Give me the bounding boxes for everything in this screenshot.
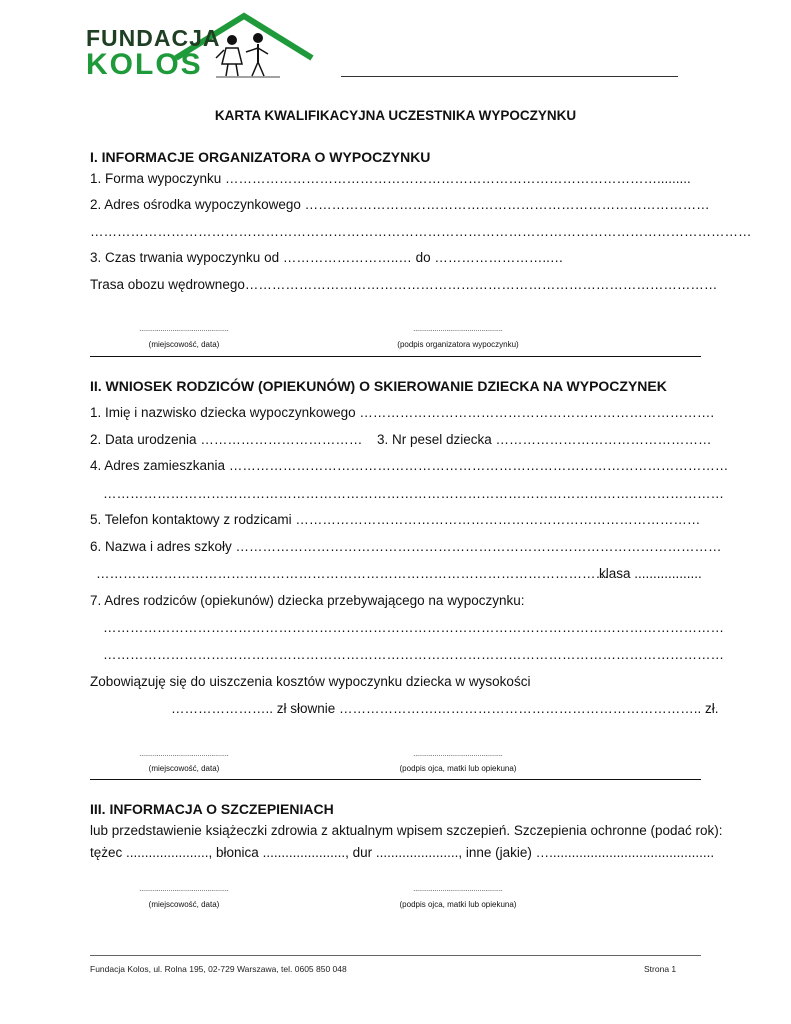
- footer-divider: [90, 955, 701, 956]
- adres-rodzicow-line1[interactable]: …………………………………………………………………………………………………………………………: [103, 620, 724, 635]
- section1-organizer-signature-dots[interactable]: ..............................................: [413, 326, 503, 333]
- adres-zamieszkania-field[interactable]: 4. Adres zamieszkania …………………………………………………………………………………………………: [90, 458, 729, 473]
- nazwa-szkoly-continued[interactable]: ……………………………………………………………………………………………………: [96, 566, 609, 581]
- section2-place-date-label: (miejscowość, data): [148, 764, 220, 773]
- section3-place-date-label: (miejscowość, data): [148, 900, 220, 909]
- trasa-obozu-field[interactable]: Trasa obozu wędrownego……………………………………………………………………………………………: [90, 277, 718, 292]
- footer-page-number: Strona 1: [644, 964, 677, 974]
- czas-trwania-field[interactable]: 3. Czas trwania wypoczynku od ……………………..… do ……………………..…: [90, 250, 564, 265]
- pesel-field[interactable]: 3. Nr pesel dziecka …………………………………………: [377, 432, 712, 447]
- szczepienia-text: lub przedstawienie książeczki zdrowia z aktualnym wpisem szczepień. Szczepienia ochronne (podać rok):: [90, 823, 723, 838]
- klasa-field[interactable]: klasa ..................: [599, 566, 702, 581]
- section1-heading: I. INFORMACJE ORGANIZATORA O WYPOCZYNKU: [90, 149, 431, 165]
- fundacja-kolos-logo: [84, 10, 316, 84]
- footer-address: Fundacja Kolos, ul. Rolna 195, 02-729 Warszawa, tel. 0605 850 048: [90, 964, 347, 974]
- section2-divider: [90, 779, 701, 780]
- szczepienia-fields[interactable]: tężec ......................, błonica ......................, dur ......................, inne (jakie) …............................................: [90, 845, 715, 860]
- header-divider: [341, 76, 678, 77]
- section1-place-date-label: (miejscowość, data): [148, 340, 220, 349]
- section1-place-date-dots[interactable]: ..............................................: [139, 326, 229, 333]
- logo-line-fundacja: FUNDACJA: [86, 25, 221, 51]
- section2-parent-signature-dots[interactable]: ..............................................: [413, 751, 503, 758]
- kwota-field[interactable]: ………………….. zł słownie ………………….………………………………………………….. zł.: [171, 701, 719, 716]
- section3-place-date-dots[interactable]: ..............................................: [139, 886, 229, 893]
- adres-osrodka-continued[interactable]: …………………………………………………………………………………………………………………………………: [90, 224, 752, 239]
- document-title: KARTA KWALIFIKACYJNA UCZESTNIKA WYPOCZYNKU: [214, 108, 577, 123]
- section2-parent-signature-label: (podpis ojca, matki lub opiekuna): [399, 764, 517, 773]
- forma-wypoczynku-field[interactable]: 1. Forma wypoczynku …………………………………………………………………………………….........: [90, 171, 691, 186]
- telefon-kontaktowy-field[interactable]: 5. Telefon kontaktowy z rodzicami ………………………………………………………………………………: [90, 512, 701, 527]
- section3-parent-signature-dots[interactable]: ..............................................: [413, 886, 503, 893]
- adres-zamieszkania-continued[interactable]: …………………………………………………………………………………………………………………………: [103, 486, 724, 501]
- section2-place-date-dots[interactable]: ..............................................: [139, 751, 229, 758]
- adres-rodzicow-label: 7. Adres rodziców (opiekunów) dziecka przebywającego na wypoczynku:: [90, 593, 525, 608]
- logo-line-kolos: KOLOS: [86, 48, 203, 81]
- adres-rodzicow-line2[interactable]: …………………………………………………………………………………………………………………………: [103, 647, 724, 662]
- data-urodzenia-field[interactable]: 2. Data urodzenia ………………………………: [90, 432, 363, 447]
- imie-nazwisko-field[interactable]: 1. Imię i nazwisko dziecka wypoczynkowego …………………………………………………………………….: [90, 405, 715, 420]
- section1-divider: [90, 356, 701, 357]
- adres-osrodka-field[interactable]: 2. Adres ośrodka wypoczynkowego ………………………………………………………………………………: [90, 197, 710, 212]
- section3-parent-signature-label: (podpis ojca, matki lub opiekuna): [399, 900, 517, 909]
- section1-organizer-signature-label: (podpis organizatora wypoczynku): [397, 340, 519, 349]
- nazwa-szkoly-field[interactable]: 6. Nazwa i adres szkoły ………………………………………………………………………………………………: [90, 539, 722, 554]
- section2-heading: II. WNIOSEK RODZICÓW (OPIEKUNÓW) O SKIEROWANIE DZIECKA NA WYPOCZYNEK: [90, 378, 667, 394]
- section3-heading: III. INFORMACJA O SZCZEPIENIACH: [90, 801, 334, 817]
- zobowiazanie-text: Zobowiązuję się do uiszczenia kosztów wypoczynku dziecka w wysokości: [90, 674, 531, 689]
